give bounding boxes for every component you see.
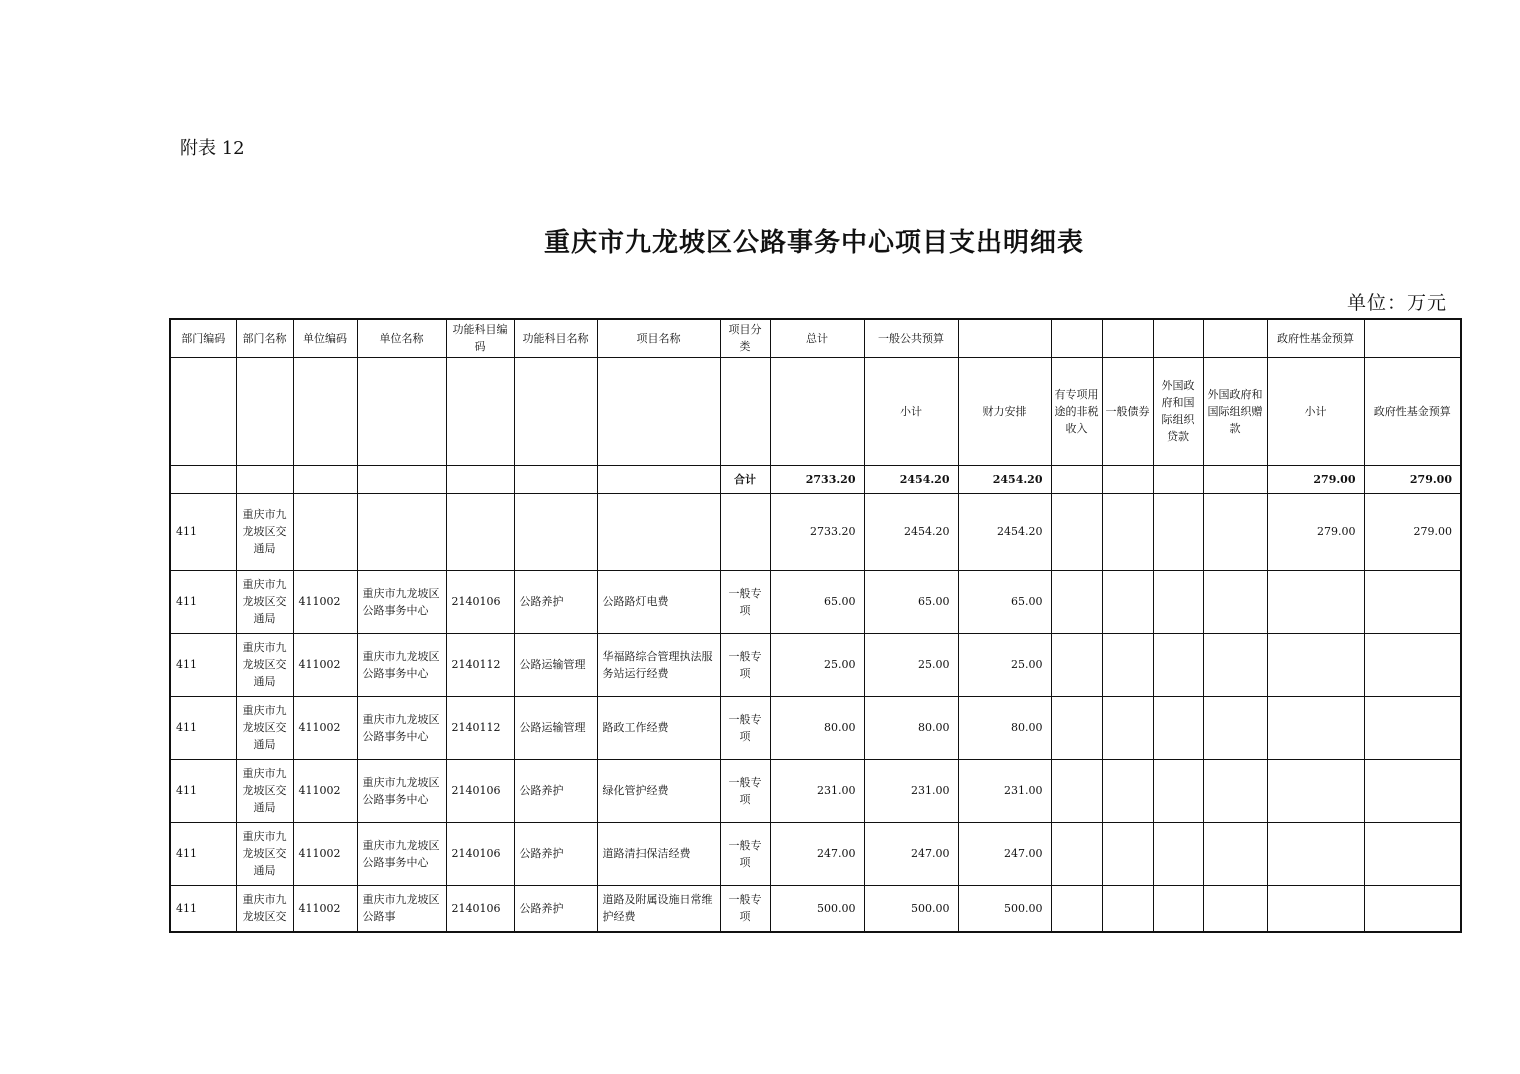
empty-cell [1051, 493, 1102, 570]
func-name: 公路养护 [514, 570, 597, 633]
sum-row [170, 465, 1461, 493]
empty-cell [1102, 696, 1153, 759]
empty-cell [1153, 493, 1203, 570]
empty-cell [770, 357, 864, 465]
subtotal: 25.00 [864, 633, 958, 696]
dept-fund-subtotal: 279.00 [1267, 493, 1364, 570]
sum-fund-budget: 279.00 [1364, 465, 1461, 493]
header-bond: 一般债券 [1102, 357, 1153, 465]
header-unit-name: 单位名称 [357, 319, 446, 357]
sum-subtotal: 2454.20 [864, 465, 958, 493]
empty-cell [1267, 696, 1364, 759]
subtotal: 231.00 [864, 759, 958, 822]
empty-cell [1364, 633, 1461, 696]
dept-name: 重庆市九龙坡区交 [236, 885, 293, 932]
empty-cell [1102, 319, 1153, 357]
empty-cell [1267, 633, 1364, 696]
project-name: 华福路综合管理执法服务站运行经费 [597, 633, 720, 696]
empty-cell [1364, 759, 1461, 822]
dept-fiscal: 2454.20 [958, 493, 1051, 570]
empty-cell [1364, 570, 1461, 633]
fiscal: 65.00 [958, 570, 1051, 633]
func-name: 公路运输管理 [514, 633, 597, 696]
empty-cell [236, 357, 293, 465]
total: 231.00 [770, 759, 864, 822]
header-row-2 [170, 357, 1461, 465]
empty-cell [1153, 759, 1203, 822]
unit-name: 重庆市九龙坡区公路事务中心 [357, 570, 446, 633]
empty-cell [446, 357, 514, 465]
empty-cell [170, 465, 236, 493]
dept-subtotal: 2454.20 [864, 493, 958, 570]
empty-cell [1102, 885, 1153, 932]
subtotal: 247.00 [864, 822, 958, 885]
header-func-code: 功能科目编码 [446, 319, 514, 357]
fiscal: 500.00 [958, 885, 1051, 932]
dept-fund-budget: 279.00 [1364, 493, 1461, 570]
dept-code: 411 [170, 696, 236, 759]
dept-code: 411 [170, 570, 236, 633]
func-code: 2140112 [446, 633, 514, 696]
header-subtotal: 小计 [864, 357, 958, 465]
sum-total: 2733.20 [770, 465, 864, 493]
empty-cell [446, 465, 514, 493]
dept-row [170, 493, 1461, 570]
empty-cell [1153, 570, 1203, 633]
empty-cell [597, 493, 720, 570]
func-code: 2140112 [446, 696, 514, 759]
expense-table [169, 318, 1462, 933]
empty-cell [1153, 822, 1203, 885]
total: 65.00 [770, 570, 864, 633]
empty-cell [293, 465, 357, 493]
unit-code: 411002 [293, 633, 357, 696]
table-row [170, 759, 1461, 822]
dept-code: 411 [170, 822, 236, 885]
empty-cell [1267, 570, 1364, 633]
dept-name: 重庆市九龙坡区交通局 [236, 759, 293, 822]
fiscal: 80.00 [958, 696, 1051, 759]
empty-cell [1203, 885, 1267, 932]
total: 80.00 [770, 696, 864, 759]
empty-cell [1153, 633, 1203, 696]
unit-code: 411002 [293, 885, 357, 932]
empty-cell [357, 465, 446, 493]
unit-code: 411002 [293, 759, 357, 822]
header-special-nontax: 有专项用途的非税收入 [1051, 357, 1102, 465]
empty-cell [1364, 319, 1461, 357]
dept-name: 重庆市九龙坡区交通局 [236, 493, 293, 570]
header-fund-budget: 政府性基金预算 [1364, 357, 1461, 465]
func-name: 公路运输管理 [514, 696, 597, 759]
fiscal: 247.00 [958, 822, 1051, 885]
sum-label: 合计 [720, 465, 770, 493]
header-foreign-grant: 外国政府和国际组织赠款 [1203, 357, 1267, 465]
empty-cell [1203, 696, 1267, 759]
empty-cell [170, 357, 236, 465]
empty-cell [1051, 696, 1102, 759]
unit-label: 单位：万元 [1346, 292, 1447, 314]
empty-cell [1102, 822, 1153, 885]
empty-cell [597, 465, 720, 493]
unit-code: 411002 [293, 570, 357, 633]
empty-cell [514, 465, 597, 493]
total: 25.00 [770, 633, 864, 696]
dept-code: 411 [170, 493, 236, 570]
header-project-name: 项目名称 [597, 319, 720, 357]
project-name: 绿化管护经费 [597, 759, 720, 822]
project-type: 一般专项 [720, 570, 770, 633]
empty-cell [514, 357, 597, 465]
empty-cell [514, 493, 597, 570]
func-code: 2140106 [446, 822, 514, 885]
dept-total: 2733.20 [770, 493, 864, 570]
project-name: 道路清扫保洁经费 [597, 822, 720, 885]
empty-cell [357, 493, 446, 570]
table-row [170, 885, 1461, 932]
total: 500.00 [770, 885, 864, 932]
func-code: 2140106 [446, 759, 514, 822]
empty-cell [1364, 696, 1461, 759]
empty-cell [1102, 633, 1153, 696]
dept-code: 411 [170, 759, 236, 822]
empty-cell [1051, 759, 1102, 822]
empty-cell [1051, 885, 1102, 932]
empty-cell [958, 319, 1051, 357]
empty-cell [1267, 885, 1364, 932]
dept-name: 重庆市九龙坡区交通局 [236, 570, 293, 633]
func-code: 2140106 [446, 570, 514, 633]
header-foreign-loan: 外国政府和国际组织贷款 [1153, 357, 1203, 465]
unit-code: 411002 [293, 822, 357, 885]
empty-cell [1203, 570, 1267, 633]
table-row [170, 822, 1461, 885]
project-type: 一般专项 [720, 633, 770, 696]
header-project-type: 项目分类 [720, 319, 770, 357]
attachment-label: 附表 12 [180, 138, 245, 159]
empty-cell [1203, 759, 1267, 822]
sum-fund-subtotal: 279.00 [1267, 465, 1364, 493]
unit-name: 重庆市九龙坡区公路事务中心 [357, 759, 446, 822]
empty-cell [1153, 696, 1203, 759]
dept-name: 重庆市九龙坡区交通局 [236, 822, 293, 885]
header-func-name: 功能科目名称 [514, 319, 597, 357]
subtotal: 65.00 [864, 570, 958, 633]
empty-cell [293, 357, 357, 465]
unit-name: 重庆市九龙坡区公路事务中心 [357, 822, 446, 885]
dept-name: 重庆市九龙坡区交通局 [236, 633, 293, 696]
empty-cell [1267, 822, 1364, 885]
empty-cell [236, 465, 293, 493]
header-row-1 [170, 319, 1461, 357]
dept-code: 411 [170, 885, 236, 932]
func-name: 公路养护 [514, 822, 597, 885]
project-type: 一般专项 [720, 759, 770, 822]
header-fund-subtotal: 小计 [1267, 357, 1364, 465]
project-name: 公路路灯电费 [597, 570, 720, 633]
subtotal: 80.00 [864, 696, 958, 759]
unit-code: 411002 [293, 696, 357, 759]
header-dept-name: 部门名称 [236, 319, 293, 357]
fiscal: 25.00 [958, 633, 1051, 696]
dept-name: 重庆市九龙坡区交通局 [236, 696, 293, 759]
empty-cell [1102, 465, 1153, 493]
project-name: 路政工作经费 [597, 696, 720, 759]
empty-cell [1203, 319, 1267, 357]
empty-cell [1203, 822, 1267, 885]
total: 247.00 [770, 822, 864, 885]
empty-cell [1153, 319, 1203, 357]
unit-name: 重庆市九龙坡区公路事 [357, 885, 446, 932]
header-unit-code: 单位编码 [293, 319, 357, 357]
empty-cell [1153, 465, 1203, 493]
empty-cell [1203, 493, 1267, 570]
header-total: 总计 [770, 319, 864, 357]
header-dept-code: 部门编码 [170, 319, 236, 357]
empty-cell [1203, 465, 1267, 493]
empty-cell [597, 357, 720, 465]
empty-cell [1267, 759, 1364, 822]
empty-cell [1051, 570, 1102, 633]
empty-cell [1102, 759, 1153, 822]
empty-cell [1102, 570, 1153, 633]
empty-cell [1364, 822, 1461, 885]
empty-cell [1051, 465, 1102, 493]
project-type: 一般专项 [720, 885, 770, 932]
func-code: 2140106 [446, 885, 514, 932]
empty-cell [720, 493, 770, 570]
empty-cell [446, 493, 514, 570]
project-type: 一般专项 [720, 696, 770, 759]
table-row [170, 570, 1461, 633]
empty-cell [1102, 493, 1153, 570]
table-row [170, 633, 1461, 696]
table-row [170, 696, 1461, 759]
empty-cell [357, 357, 446, 465]
func-name: 公路养护 [514, 885, 597, 932]
header-general-budget: 一般公共预算 [864, 319, 958, 357]
project-type: 一般专项 [720, 822, 770, 885]
sum-fiscal: 2454.20 [958, 465, 1051, 493]
subtotal: 500.00 [864, 885, 958, 932]
header-gov-fund: 政府性基金预算 [1267, 319, 1364, 357]
unit-name: 重庆市九龙坡区公路事务中心 [357, 696, 446, 759]
page-title: 重庆市九龙坡区公路事务中心项目支出明细表 [543, 228, 1084, 258]
empty-cell [1153, 885, 1203, 932]
empty-cell [1051, 319, 1102, 357]
empty-cell [1051, 633, 1102, 696]
empty-cell [720, 357, 770, 465]
empty-cell [1203, 633, 1267, 696]
project-name: 道路及附属设施日常维护经费 [597, 885, 720, 932]
header-fiscal: 财力安排 [958, 357, 1051, 465]
unit-name: 重庆市九龙坡区公路事务中心 [357, 633, 446, 696]
empty-cell [293, 493, 357, 570]
fiscal: 231.00 [958, 759, 1051, 822]
empty-cell [1364, 885, 1461, 932]
func-name: 公路养护 [514, 759, 597, 822]
empty-cell [1051, 822, 1102, 885]
dept-code: 411 [170, 633, 236, 696]
